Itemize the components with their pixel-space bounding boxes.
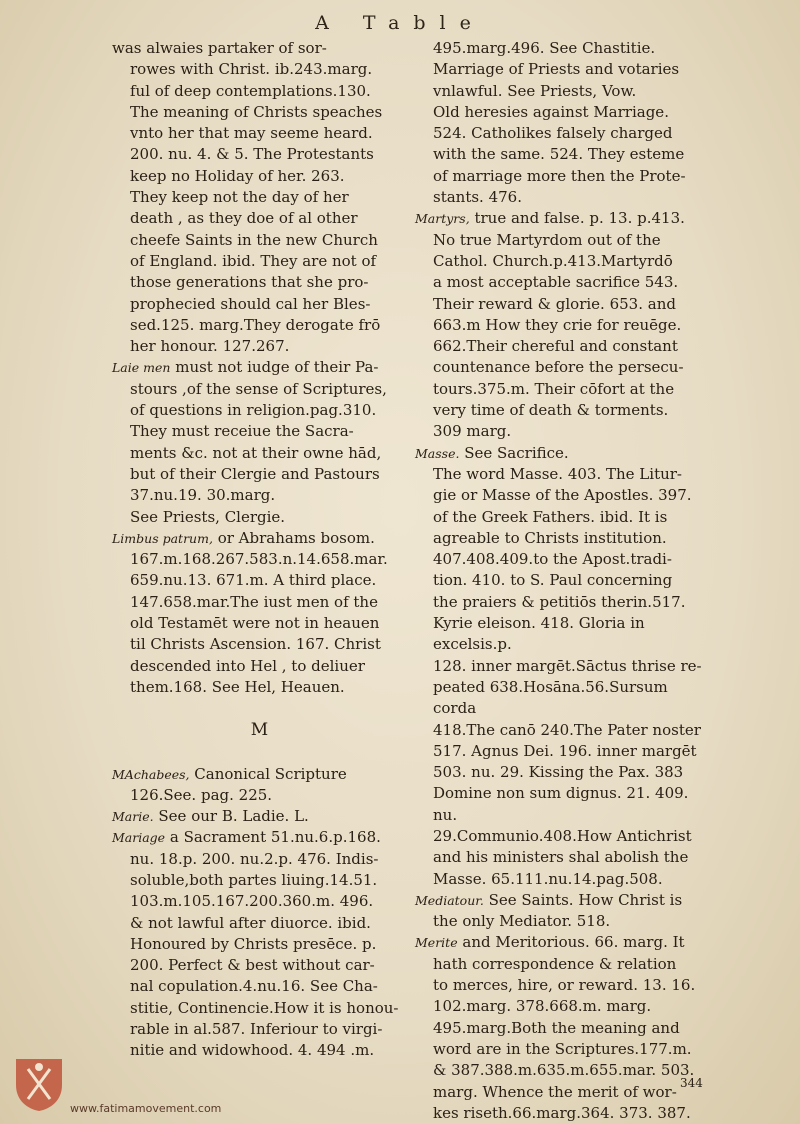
entry-line (415, 890, 705, 911)
index-entry (112, 528, 407, 698)
entry-text: nal copulation.4.nu.16. See Cha- (130, 977, 378, 996)
continuation-line: keep no Holiday of her. 263. (130, 166, 345, 185)
entry-text: and his ministers shal abolish the (433, 848, 689, 867)
entry-line (112, 634, 407, 655)
entry-line (415, 1039, 705, 1060)
entry-text: must not iudge of their Pa- (175, 358, 379, 377)
entry-line (415, 996, 705, 1017)
continuation-line: 200. nu. 4. & 5. The Protestants (130, 145, 374, 164)
entry-line (112, 379, 407, 400)
entry-line (415, 400, 705, 421)
continuation-line: 524. Catholikes falsely charged (433, 124, 673, 143)
entry-text: 167.m.168.267.583.n.14.658.mar. (130, 550, 388, 569)
entry-text: rable in al.587. Inferiour to virgi- (130, 1020, 383, 1039)
entry-line (415, 421, 705, 442)
entry-line (112, 976, 407, 997)
entry-headword: Mariage (112, 830, 166, 846)
entry-headword: Limbus patrum, (112, 530, 213, 546)
entry-line (415, 549, 705, 570)
entry-line (112, 357, 407, 378)
continuation-line: ful of deep contemplations.130. (130, 81, 371, 100)
entry-text: They must receiue the Sacra- (130, 422, 354, 441)
entry-text: of questions in religion.pag.310. (130, 401, 377, 420)
entry-line (112, 485, 407, 506)
entry-text: 663.m How they crie for reuēge. (433, 315, 682, 334)
entry-line (112, 827, 407, 848)
entry-text: 659.nu.13. 671.m. A third place. (130, 571, 377, 590)
entry-text: & not lawful after diuorce. ibid. (130, 913, 371, 932)
left-column (112, 38, 407, 1062)
entry-headword: Laie men (112, 360, 171, 376)
entry-headword: MAchabees, (112, 766, 190, 782)
entry-line (415, 613, 705, 656)
footer-url[interactable]: www.fatimamovement.com (70, 1102, 222, 1115)
entry-text: til Christs Ascension. 167. Christ (130, 635, 381, 654)
entry-text: them.168. See Hel, Heauen. (130, 677, 345, 696)
entry-text: nitie and widowhood. 4. 494 .m. (130, 1041, 375, 1060)
entry-text: Masse. 65.111.nu.14.pag.508. (433, 869, 663, 888)
entry-line (112, 849, 407, 870)
entry-text: very time of death & torments. (433, 401, 669, 420)
entry-text: See Sacrifice. (464, 443, 569, 462)
entry-text: See Priests, Clergie. (130, 507, 286, 526)
entry-text: of the Greek Fathers. ibid. It is (433, 507, 668, 526)
entry-text: tours.375.m. Their cōfort at the (433, 379, 675, 398)
continuation-line: stants. 476. (433, 188, 522, 207)
continuation-line: death , as they doe of al other (130, 209, 358, 228)
entry-text: 309 marg. (433, 422, 512, 441)
entry-line (415, 869, 705, 890)
continuation-line: with the same. 524. They esteme (433, 145, 685, 164)
continuation-line: sed.125. marg.They derogate frō (130, 315, 381, 334)
right-column (415, 38, 705, 1124)
continuation-line: vnlawful. See Priests, Vow. (433, 81, 637, 100)
continuation-line: of marriage more then the Prote- (433, 166, 686, 185)
entry-text: See Saints. How Christ is (488, 890, 683, 909)
entry-text: Their reward & glorie. 653. and (433, 294, 676, 313)
entry-line (112, 570, 407, 591)
entry-line (112, 891, 407, 912)
entry-text: the only Mediator. 518. (433, 912, 611, 931)
entry-text: word are in the Scriptures.177.m. (433, 1039, 692, 1058)
entry-line (415, 1082, 705, 1103)
entry-text: to merces, hire, or reward. 13. 16. (433, 976, 696, 995)
entry-text: Kyrie eleison. 418. Gloria in excelsis.p. (433, 614, 645, 654)
entry-line (112, 443, 407, 464)
entry-text: No true Martyrdom out of the (433, 230, 661, 249)
entry-line (112, 913, 407, 934)
entry-line (112, 507, 407, 528)
entry-line (415, 1103, 705, 1124)
entry-text: nu. 18.p. 200. nu.2.p. 476. Indis- (130, 849, 379, 868)
entry-text: but of their Clergie and Pastours (130, 464, 380, 483)
papal-keys-logo-icon[interactable] (10, 1055, 68, 1113)
entry-line (112, 592, 407, 613)
entry-text: Canonical Scripture (194, 764, 347, 783)
continuation-line: those generations that she pro- (130, 273, 369, 292)
entry-line (112, 934, 407, 955)
entry-line (415, 741, 705, 762)
entry-text: peated 638.Hosāna.56.Sursum corda (433, 677, 668, 718)
entry-line (415, 208, 705, 229)
index-entry (415, 932, 705, 1124)
entry-text: soluble,both partes liuing.14.51. (130, 870, 378, 889)
entry-line (415, 783, 705, 826)
entry-line (112, 764, 407, 785)
entry-text: 29.Communio.408.How Antichrist (433, 826, 692, 845)
entry-line (112, 870, 407, 891)
entry-text: a Sacrament 51.nu.6.p.168. (169, 828, 381, 847)
entry-headword: Merite (415, 935, 458, 951)
entry-line (112, 464, 407, 485)
entry-line (415, 677, 705, 720)
entry-line (415, 1060, 705, 1081)
entry-line (415, 656, 705, 677)
entry-line (415, 932, 705, 953)
section-letter: M (250, 720, 269, 741)
entry-line (112, 656, 407, 677)
entry-line (415, 847, 705, 868)
entry-text: 407.408.409.to the Apost.tradi- (433, 550, 672, 569)
entry-line (112, 549, 407, 570)
index-entry (112, 764, 407, 807)
entry-line (415, 1018, 705, 1039)
entry-line (415, 272, 705, 293)
entry-text: 37.nu.19. 30.marg. (130, 486, 276, 505)
page-header: A Table (315, 12, 485, 34)
entry-line (112, 955, 407, 976)
index-entry (112, 827, 407, 1061)
entry-line (415, 443, 705, 464)
entry-text: Cathol. Church.p.413.Martyrdō (433, 251, 673, 270)
entry-line (415, 357, 705, 378)
entry-text: Honoured by Christs presēce. p. (130, 934, 377, 953)
index-entry (415, 208, 705, 442)
index-entry (112, 806, 407, 827)
entry-text: and Meritorious. 66. marg. It (462, 933, 685, 952)
entry-line (415, 954, 705, 975)
entry-line (415, 251, 705, 272)
continuation-text (112, 38, 407, 357)
index-entry (415, 443, 705, 890)
entry-text: 662.Their chereful and constant (433, 337, 678, 356)
continuation-line: They keep not the day of her (130, 188, 349, 207)
continuation-line: vnto her that may seeme heard. (130, 124, 373, 143)
entry-text: ments &c. not at their owne hād, (130, 443, 382, 462)
entry-line (112, 421, 407, 442)
entry-text: & 387.388.m.635.m.655.mar. 503. (433, 1061, 695, 1080)
entry-line (415, 315, 705, 336)
entry-line (112, 528, 407, 549)
entry-text: 495.marg.Both the meaning and (433, 1018, 680, 1037)
entry-line (112, 677, 407, 698)
entry-line (415, 826, 705, 847)
entry-line (415, 528, 705, 549)
continuation-line: cheefe Saints in the new Church (130, 230, 378, 249)
entry-headword: Martyrs, (415, 211, 470, 227)
entry-text: Domine non sum dignus. 21. 409. nu. (433, 784, 689, 824)
entry-text: The word Masse. 403. The Litur- (433, 464, 682, 483)
entry-line (415, 464, 705, 485)
entry-line (415, 379, 705, 400)
entry-line (112, 400, 407, 421)
entry-line (415, 336, 705, 357)
entry-line (415, 294, 705, 315)
continuation-line: prophecied should cal her Bles- (130, 294, 371, 313)
entry-headword: Masse. (415, 445, 460, 461)
entry-line (112, 806, 407, 827)
entry-text: stitie, Continencie.How it is honou- (130, 998, 399, 1017)
entry-headword: Marie. (112, 809, 154, 825)
entry-text: 128. inner margēt.Sāctus thrise re- (433, 656, 702, 675)
entry-text: the praiers & petitiōs therin.517. (433, 592, 686, 611)
entry-line (415, 720, 705, 741)
entry-text: true and false. p. 13. p.413. (474, 209, 685, 228)
entry-line (112, 785, 407, 806)
entry-text: 147.658.mar.The iust men of the (130, 592, 378, 611)
continuation-text (415, 38, 705, 208)
page-number: 344 (680, 1076, 703, 1090)
index-entry (112, 357, 407, 527)
entry-text: marg. Whence the merit of wor- (433, 1082, 677, 1101)
entry-text: 517. Agnus Dei. 196. inner margēt (433, 741, 697, 760)
entry-text: countenance before the persecu- (433, 358, 684, 377)
entry-line (415, 230, 705, 251)
entry-text: 503. nu. 29. Kissing the Pax. 383 (433, 763, 684, 782)
entry-text: hath correspondence & relation (433, 954, 677, 973)
entry-text: 126.See. pag. 225. (130, 785, 273, 804)
entry-line (112, 1040, 407, 1061)
entry-text: 102.marg. 378.668.m. marg. (433, 997, 652, 1016)
entry-line (112, 998, 407, 1019)
entry-line (112, 1019, 407, 1040)
entry-text: descended into Hel , to deliuer (130, 656, 365, 675)
continuation-line: 495.marg.496. See Chastitie. (433, 39, 656, 57)
entry-headword: Mediatour. (415, 892, 484, 908)
entry-line (415, 592, 705, 613)
continuation-line: Old heresies against Marriage. (433, 102, 669, 121)
index-entry (415, 890, 705, 933)
entry-text: a most acceptable sacrifice 543. (433, 273, 679, 292)
entry-line (415, 570, 705, 591)
entry-line (415, 507, 705, 528)
entry-text: kes riseth.66.marg.364. 373. 387. (433, 1103, 691, 1122)
entry-text: See our B. Ladie. L. (158, 807, 309, 826)
entry-text: 418.The canō 240.The Pater noster (433, 720, 701, 739)
entry-text: gie or Masse of the Apostles. 397. (433, 486, 692, 505)
continuation-line: was alwaies partaker of sor- (112, 39, 327, 57)
continuation-line: Marriage of Priests and votaries (433, 60, 680, 79)
entry-line (415, 975, 705, 996)
entry-text: old Testamēt were not in heauen (130, 614, 380, 633)
entry-text: or Abrahams bosom. (217, 528, 375, 547)
continuation-line: rowes with Christ. ib.243.marg. (130, 60, 373, 79)
entry-text: tion. 410. to S. Paul concerning (433, 571, 673, 590)
entry-text: agreable to Christs institution. (433, 528, 667, 547)
continuation-line: The meaning of Christs speaches (130, 102, 383, 121)
entry-text: 200. Perfect & best without car- (130, 956, 375, 975)
entry-text: 103.m.105.167.200.360.m. 496. (130, 892, 374, 911)
entry-line (415, 911, 705, 932)
entry-line (112, 613, 407, 634)
entry-line (415, 762, 705, 783)
entry-line (415, 485, 705, 506)
continuation-line: her honour. 127.267. (130, 337, 290, 356)
continuation-line: of England. ibid. They are not of (130, 251, 377, 270)
entry-text: stours ,of the sense of Scriptures, (130, 379, 387, 398)
